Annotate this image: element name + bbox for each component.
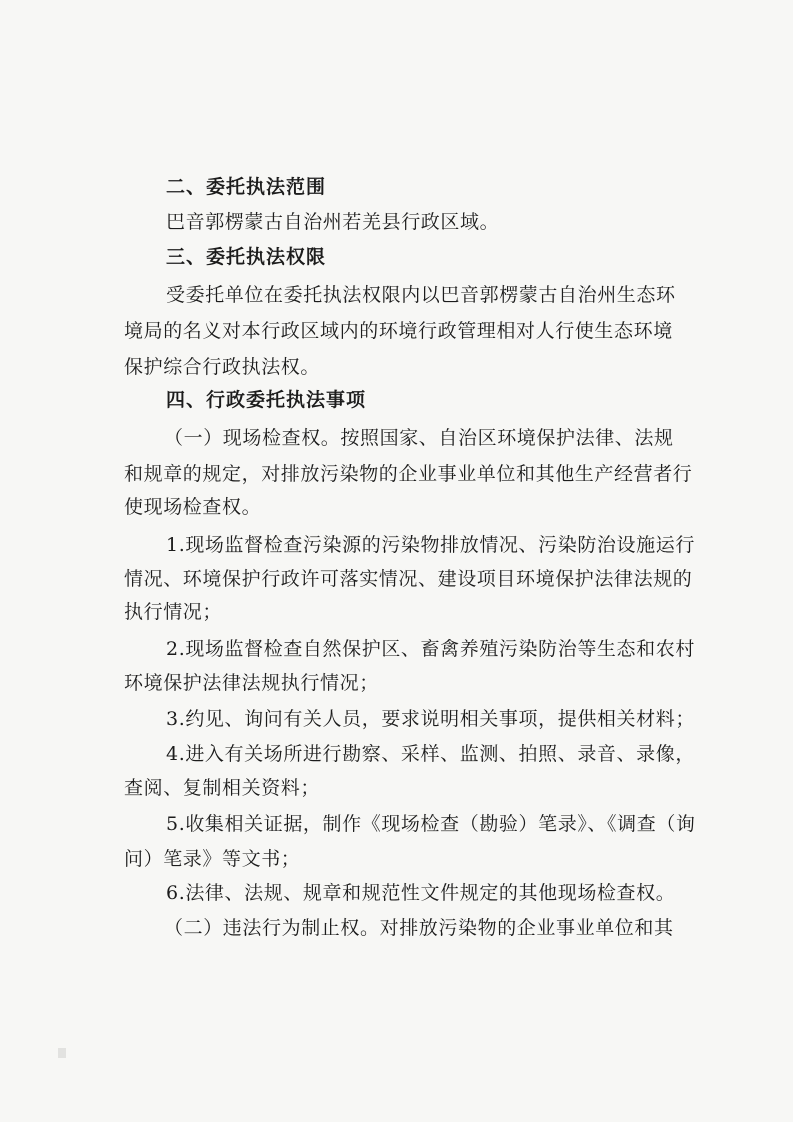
list-item-line: 环境保护法律法规执行情况；	[124, 672, 379, 694]
list-item-line: 问）笔录》等文书；	[124, 848, 301, 870]
list-item-line: 4.进入有关场所进行勘察、采样、监测、拍照、录音、录像，	[166, 743, 695, 765]
paragraph-line: 保护综合行政执法权。	[124, 356, 321, 378]
heading-delegated-matters: 四、行政委托执法事项	[166, 389, 367, 411]
heading-delegation-scope: 二、委托执法范围	[166, 176, 327, 198]
scan-artifact	[58, 1048, 66, 1058]
list-item-line: 情况、环境保护行政许可落实情况、建设项目环境保护法律法规的	[124, 568, 693, 590]
paragraph-line: （一）现场检查权。按照国家、自治区环境保护法律、法规	[164, 427, 674, 449]
paragraph-line: 受委托单位在委托执法权限内以巴音郭楞蒙古自治州生态环	[166, 284, 676, 306]
list-item-line: 查阅、复制相关资料；	[124, 777, 321, 799]
list-item-line: 2.现场监督检查自然保护区、畜禽养殖污染防治等生态和农村	[166, 638, 695, 660]
paragraph-line: 和规章的规定，对排放污染物的企业事业单位和其他生产经营者行	[124, 463, 693, 485]
list-item-line: 执行情况；	[124, 601, 223, 623]
paragraph-line: 使现场检查权。	[124, 496, 262, 518]
list-item-line: 3.约见、询问有关人员，要求说明相关事项，提供相关材料；	[166, 708, 695, 730]
list-item-line: 1.现场监督检查污染源的污染物排放情况、污染防治设施运行	[166, 534, 695, 556]
list-item-line: 5.收集相关证据，制作《现场检查（勘验）笔录》、《调查（询	[166, 813, 696, 835]
heading-delegation-authority: 三、委托执法权限	[166, 246, 327, 268]
paragraph-line: 巴音郭楞蒙古自治州若羌县行政区域。	[166, 211, 500, 233]
paragraph-line: （二）违法行为制止权。对排放污染物的企业事业单位和其	[164, 917, 674, 939]
paragraph-line: 境局的名义对本行政区域内的环境行政管理相对人行使生态环境	[124, 320, 673, 342]
list-item-line: 6.法律、法规、规章和规范性文件规定的其他现场检查权。	[166, 882, 676, 904]
